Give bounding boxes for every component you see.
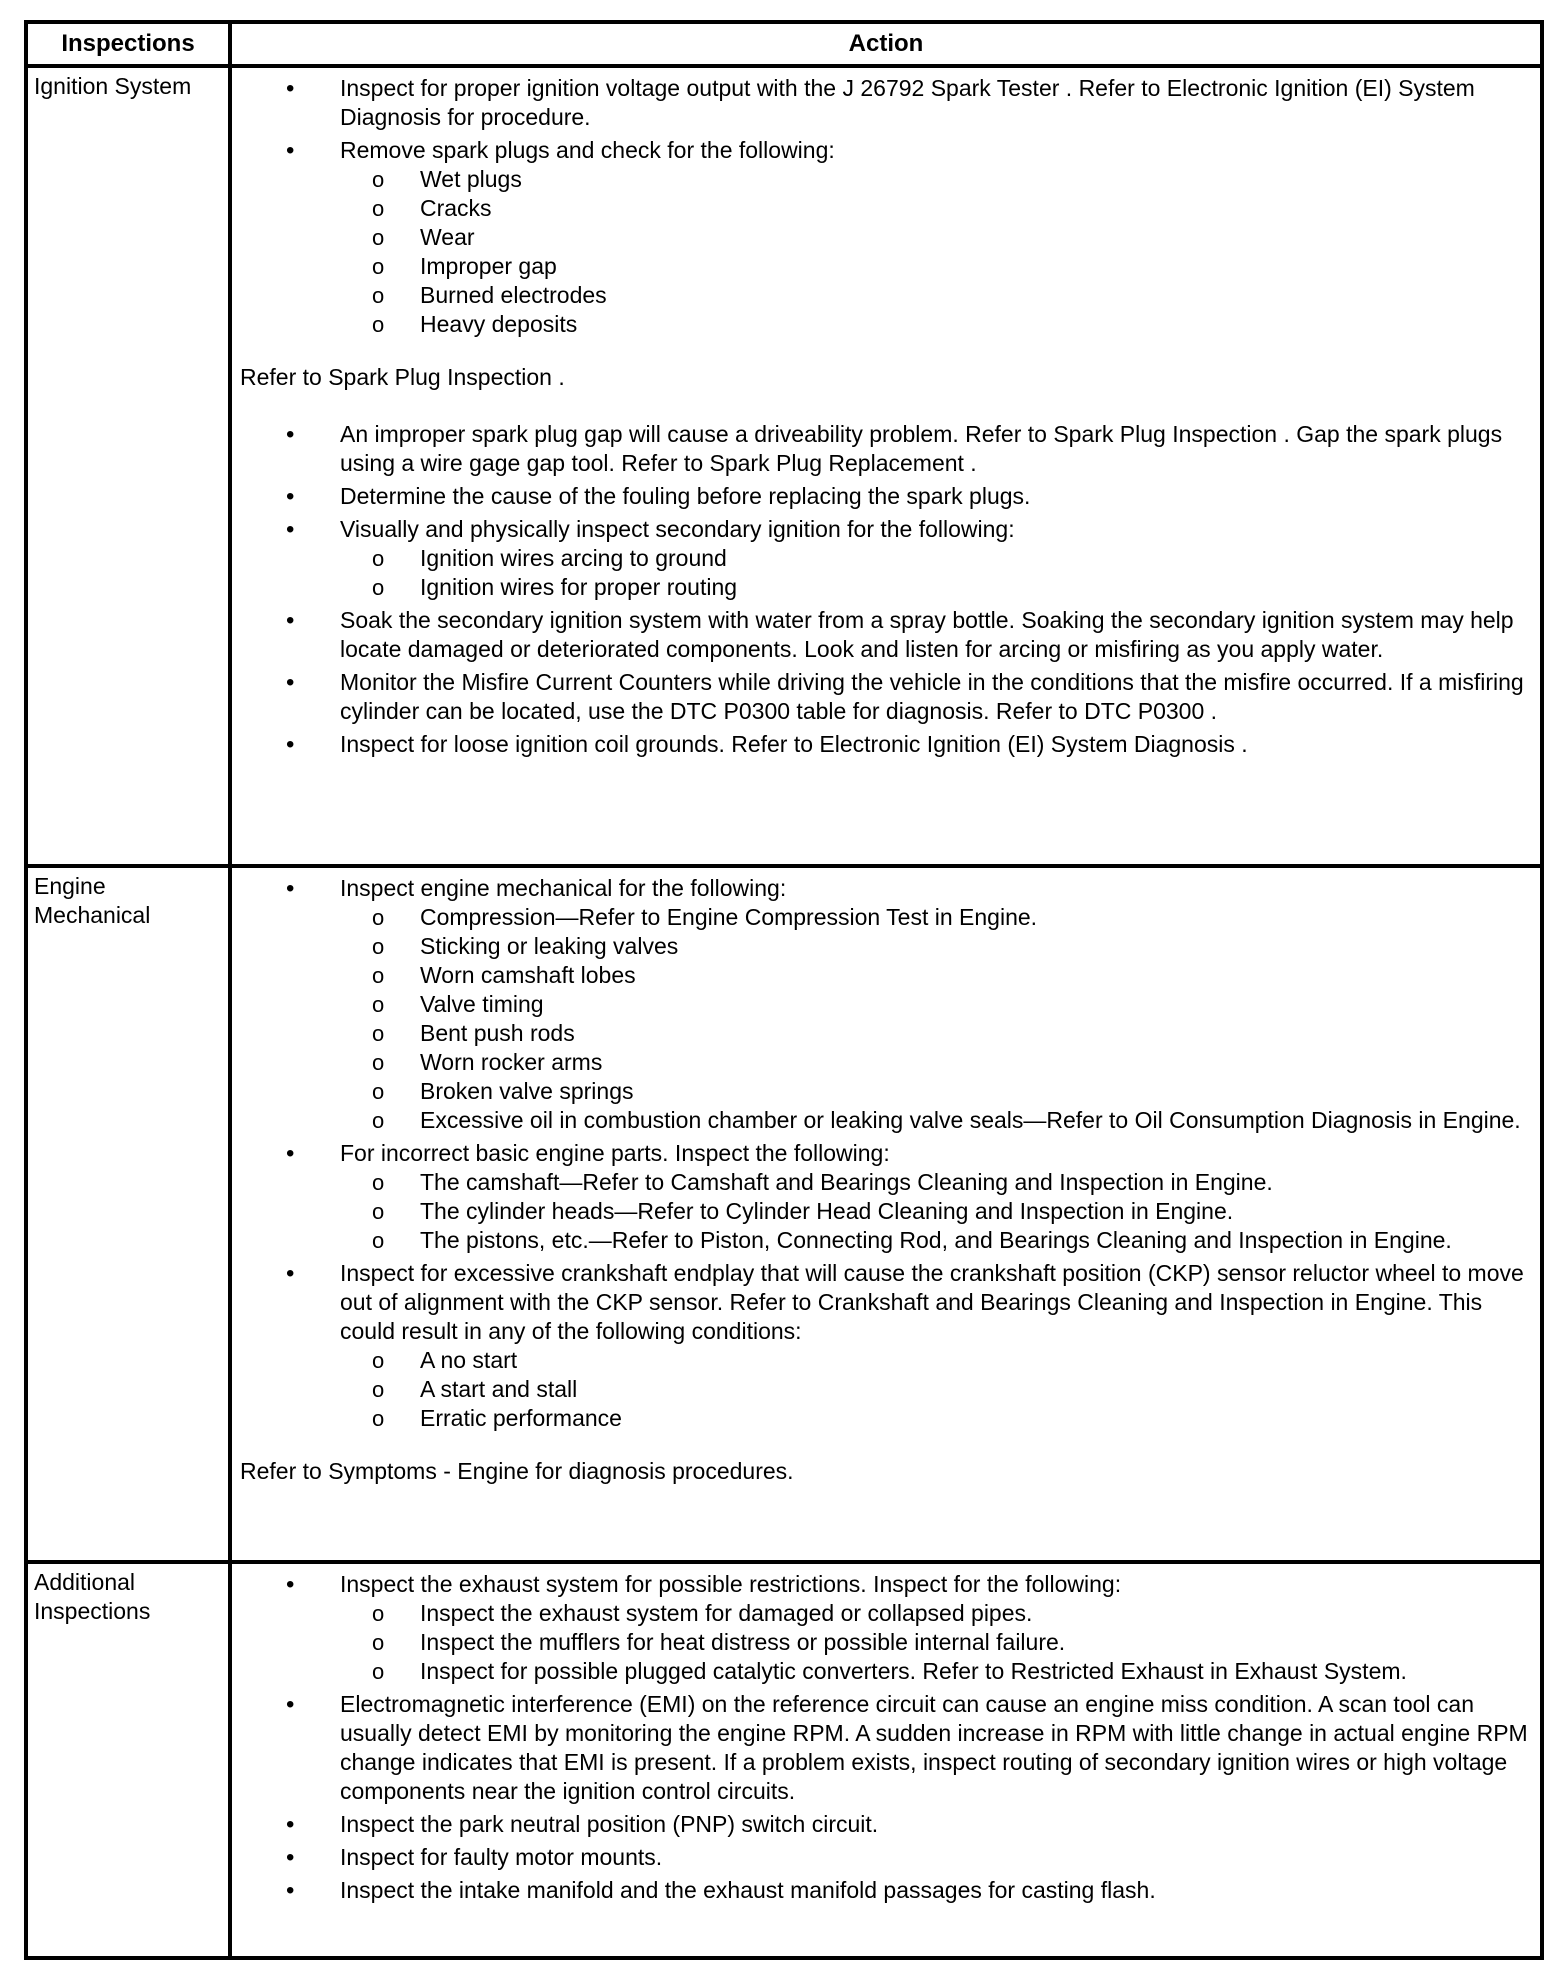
row-label: Ignition System <box>34 73 192 99</box>
row-label: Engine Mechanical <box>34 873 151 928</box>
sub-item: o Heavy deposits <box>320 310 1538 339</box>
bullet-text: • Soak the secondary ignition system with water from a spray bottle. Soaking the secondary ignition system may help locate damaged or deteriorated components. Look and listen for arcing or misfiring as you apply water. <box>340 607 1514 662</box>
bullet-item <box>236 874 1538 1135</box>
bullet-text: • Inspect the park neutral position (PNP) switch circuit. <box>340 1811 879 1837</box>
reference-note: Refer to Spark Plug Inspection . <box>240 364 565 390</box>
bullet-text: • Inspect the exhaust system for possible restrictions. Inspect for the following: <box>340 1571 1122 1597</box>
sub-list <box>320 1599 1538 1686</box>
bullet-list <box>236 874 1538 1433</box>
bullet-item <box>236 420 1538 478</box>
inspection-table <box>24 20 1544 1960</box>
row-action <box>232 1566 1540 1956</box>
sub-list <box>320 1346 1538 1433</box>
bullet-item <box>236 74 1538 132</box>
sub-item: o Excessive oil in combustion chamber or leaking valve seals—Refer to Oil Consumption Diagnosis in Engine. <box>320 1106 1538 1135</box>
header-inspections: Inspections <box>61 30 195 57</box>
row-divider <box>28 864 1540 868</box>
bullet-item <box>236 1810 1538 1839</box>
sub-item: o Cracks <box>320 194 1538 223</box>
bullet-item <box>236 1876 1538 1905</box>
bullet-text: • Electromagnetic interference (EMI) on the reference circuit can cause an engine miss condition. A scan tool can usually detect EMI by monitoring the engine RPM. A sudden increase in RPM with little change in actual engine RPM change indicates that EMI is present. If a problem exists, inspect routing of secondary ignition wires or high voltage components near the ignition control circuits. <box>340 1691 1528 1804</box>
sub-item: o Worn camshaft lobes <box>320 961 1538 990</box>
sub-item: o The cylinder heads—Refer to Cylinder Head Cleaning and Inspection in Engine. <box>320 1197 1538 1226</box>
header-divider <box>28 64 1540 68</box>
sub-item: o Erratic performance <box>320 1404 1538 1433</box>
sub-item: o The pistons, etc.—Refer to Piston, Connecting Rod, and Bearings Cleaning and Inspection in Engine. <box>320 1226 1538 1255</box>
bullet-text: • An improper spark plug gap will cause a driveability problem. Refer to Spark Plug Inspection . Gap the spark plugs using a wire gage gap tool. Refer to Spark Plug Replacement . <box>340 421 1503 476</box>
sub-item: o A start and stall <box>320 1375 1538 1404</box>
sub-item: o Inspect the exhaust system for damaged or collapsed pipes. <box>320 1599 1538 1628</box>
bullet-item <box>236 136 1538 339</box>
sub-item: o Ignition wires for proper routing <box>320 573 1538 602</box>
bullet-list <box>236 420 1538 759</box>
sub-item: o A no start <box>320 1346 1538 1375</box>
sub-item: o Wear <box>320 223 1538 252</box>
sub-item: o Valve timing <box>320 990 1538 1019</box>
bullet-text: • Inspect for loose ignition coil grounds. Refer to Electronic Ignition (EI) System Diagnosis . <box>340 731 1248 757</box>
bullet-text: • Inspect for excessive crankshaft endplay that will cause the crankshaft position (CKP) sensor reluctor wheel to move out of alignment with the CKP sensor. Refer to Crankshaft and Bearings Cleaning and Inspection in Engine. This could result in any of the following conditions: <box>340 1260 1524 1344</box>
reference-note: Refer to Symptoms - Engine for diagnosis procedures. <box>240 1458 794 1484</box>
sub-list <box>320 903 1538 1135</box>
bullet-text: • Inspect the intake manifold and the exhaust manifold passages for casting flash. <box>340 1877 1156 1903</box>
sub-item: o Compression—Refer to Engine Compression Test in Engine. <box>320 903 1538 932</box>
bullet-list <box>236 1570 1538 1905</box>
header-action: Action <box>848 30 924 57</box>
sub-item: o Broken valve springs <box>320 1077 1538 1106</box>
bullet-item <box>236 515 1538 602</box>
bullet-item <box>236 1139 1538 1255</box>
row-action <box>232 70 1540 864</box>
bullet-item <box>236 1259 1538 1433</box>
bullet-list <box>236 74 1538 339</box>
bullet-text: • Visually and physically inspect secondary ignition for the following: <box>340 516 1015 542</box>
bullet-text: • Monitor the Misfire Current Counters while driving the vehicle in the conditions that the misfire occurred. If a misfiring cylinder can be located, use the DTC P0300 table for diagnosis. Refer to DTC P0300 . <box>340 669 1524 724</box>
bullet-item <box>236 668 1538 726</box>
sub-list <box>320 1168 1538 1255</box>
sub-item: o Worn rocker arms <box>320 1048 1538 1077</box>
bullet-text: • Determine the cause of the fouling before replacing the spark plugs. <box>340 483 1031 509</box>
sub-list <box>320 544 1538 602</box>
sub-item: o Inspect for possible plugged catalytic converters. Refer to Restricted Exhaust in Exhaust System. <box>320 1657 1538 1686</box>
bullet-item <box>236 730 1538 759</box>
row-action <box>232 870 1540 1560</box>
sub-item: o Inspect the mufflers for heat distress or possible internal failure. <box>320 1628 1538 1657</box>
sub-item: o Improper gap <box>320 252 1538 281</box>
bullet-item <box>236 1690 1538 1806</box>
sub-item: o The camshaft—Refer to Camshaft and Bearings Cleaning and Inspection in Engine. <box>320 1168 1538 1197</box>
bullet-text: • Inspect for proper ignition voltage output with the J 26792 Spark Tester . Refer to Electronic Ignition (EI) System Diagnosis for procedure. <box>340 75 1475 130</box>
bullet-text: • Remove spark plugs and check for the following: <box>340 137 835 163</box>
row-label: Additional Inspections <box>34 1569 151 1624</box>
bullet-text: • Inspect engine mechanical for the following: <box>340 875 787 901</box>
bullet-item <box>236 1843 1538 1872</box>
sub-item: o Ignition wires arcing to ground <box>320 544 1538 573</box>
sub-item: o Burned electrodes <box>320 281 1538 310</box>
bullet-text: • Inspect for faulty motor mounts. <box>340 1844 663 1870</box>
sub-list <box>320 165 1538 339</box>
bullet-item <box>236 482 1538 511</box>
sub-item: o Bent push rods <box>320 1019 1538 1048</box>
bullet-item <box>236 1570 1538 1686</box>
row-divider <box>28 1560 1540 1564</box>
bullet-item <box>236 606 1538 664</box>
bullet-text: • For incorrect basic engine parts. Inspect the following: <box>340 1140 890 1166</box>
sub-item: o Sticking or leaking valves <box>320 932 1538 961</box>
sub-item: o Wet plugs <box>320 165 1538 194</box>
